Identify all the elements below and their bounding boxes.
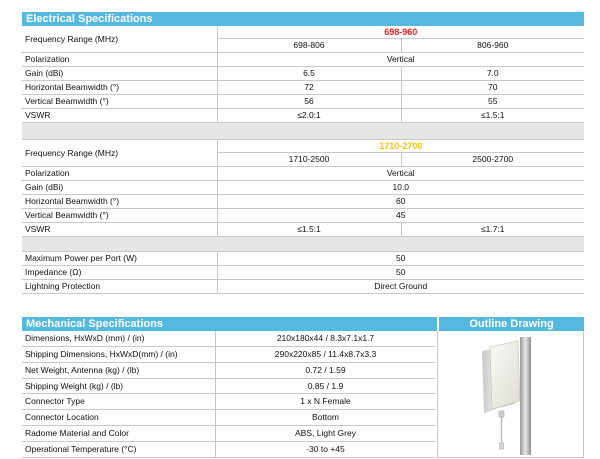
- mech-label: Net Weight, Antenna (kg) / (lb): [22, 362, 216, 378]
- vswr-high: ≤1.5:1: [401, 109, 584, 123]
- lightning-value: Direct Ground: [217, 280, 584, 294]
- mech-value: -30 to +45: [216, 442, 436, 458]
- mech-value: Bottom: [216, 410, 436, 426]
- connector: [499, 411, 504, 417]
- mech-label: Dimensions, HxWxD (mm) / (in): [22, 331, 216, 346]
- hbw-label: Horizontal Beamwidth (°): [22, 195, 217, 209]
- hbw-label: Horizontal Beamwidth (°): [22, 81, 217, 95]
- mechanical-table: [22, 331, 435, 458]
- hbw-high: 70: [401, 81, 584, 95]
- antenna-illustration: [438, 331, 583, 457]
- mech-label: Connector Type: [22, 394, 216, 410]
- polarization-label: Polarization: [22, 53, 217, 67]
- max-power-value: 50: [217, 252, 584, 266]
- antenna-outline-drawing: [437, 331, 584, 458]
- cable-end: [500, 443, 504, 449]
- band1-sub-high: 806-960: [401, 39, 584, 53]
- lightning-label: Lightning Protection: [22, 280, 217, 294]
- mech-value: ABS, Light Grey: [216, 426, 436, 442]
- mast-pole: [520, 337, 531, 455]
- vbw-label: Vertical Beamwidth (°): [22, 209, 217, 223]
- spec-sheet: [22, 12, 584, 455]
- mech-label: Shipping Dimensions, HxWxD(mm) / (in): [22, 346, 216, 362]
- outline-drawing-header: Outline Drawing: [437, 317, 584, 331]
- vbw-value: 45: [217, 209, 584, 223]
- gain-low: 6.5: [217, 67, 401, 81]
- mech-label: Radome Material and Color: [22, 426, 216, 442]
- vbw-label: Vertical Beamwidth (°): [22, 95, 217, 109]
- band1-label: 698-960: [384, 27, 418, 37]
- freq-range-label: Frequency Range (MHz): [22, 140, 217, 167]
- vswr-low: ≤2.0:1: [217, 109, 401, 123]
- section-gap: [22, 123, 584, 140]
- max-power-label: Maximum Power per Port (W): [22, 252, 217, 266]
- band2-sub-high: 2500-2700: [401, 153, 584, 167]
- band2-sub-low: 1710-2500: [217, 153, 401, 167]
- electrical-table-band2: [22, 140, 584, 237]
- mech-value: 0.72 / 1.59: [216, 362, 436, 378]
- mechanical-header: Mechanical Specifications: [22, 317, 437, 331]
- mech-value: 0.85 / 1.9: [216, 378, 436, 394]
- mech-value: 290x220x85 / 11.4x8.7x3.3: [216, 346, 436, 362]
- band1-sub-low: 698-806: [217, 39, 401, 53]
- polarization-value: Vertical: [217, 167, 584, 181]
- electrical-table-band1: [22, 26, 584, 123]
- mech-label: Connector Location: [22, 410, 216, 426]
- mech-value: 210x180x44 / 8.3x7.1x1.7: [216, 331, 436, 346]
- vswr-label: VSWR: [22, 109, 217, 123]
- hbw-low: 72: [217, 81, 401, 95]
- vbw-high: 55: [401, 95, 584, 109]
- electrical-table-general: [22, 252, 584, 294]
- vswr-high: ≤1.7:1: [401, 223, 584, 237]
- antenna-panel: [490, 341, 520, 409]
- mechanical-section: [22, 317, 584, 458]
- gain-value: 10.0: [217, 181, 584, 195]
- impedance-value: 50: [217, 266, 584, 280]
- freq-range-label: Frequency Range (MHz): [22, 26, 217, 53]
- mech-label: Operational Temperature (°C): [22, 442, 216, 458]
- impedance-label: Impedance (Ω): [22, 266, 217, 280]
- section-gap: [22, 237, 584, 252]
- polarization-value: Vertical: [217, 53, 584, 67]
- gain-label: Gain (dBi): [22, 181, 217, 195]
- electrical-header: Electrical Specifications: [22, 12, 584, 26]
- mech-value: 1 x N Female: [216, 394, 436, 410]
- hbw-value: 60: [217, 195, 584, 209]
- band2-label: 1710-2700: [379, 141, 423, 151]
- gain-high: 7.0: [401, 67, 584, 81]
- vbw-low: 56: [217, 95, 401, 109]
- polarization-label: Polarization: [22, 167, 217, 181]
- vswr-low: ≤1.5:1: [217, 223, 401, 237]
- gain-label: Gain (dBi): [22, 67, 217, 81]
- mech-label: Shipping Weight (kg) / (lb): [22, 378, 216, 394]
- vswr-label: VSWR: [22, 223, 217, 237]
